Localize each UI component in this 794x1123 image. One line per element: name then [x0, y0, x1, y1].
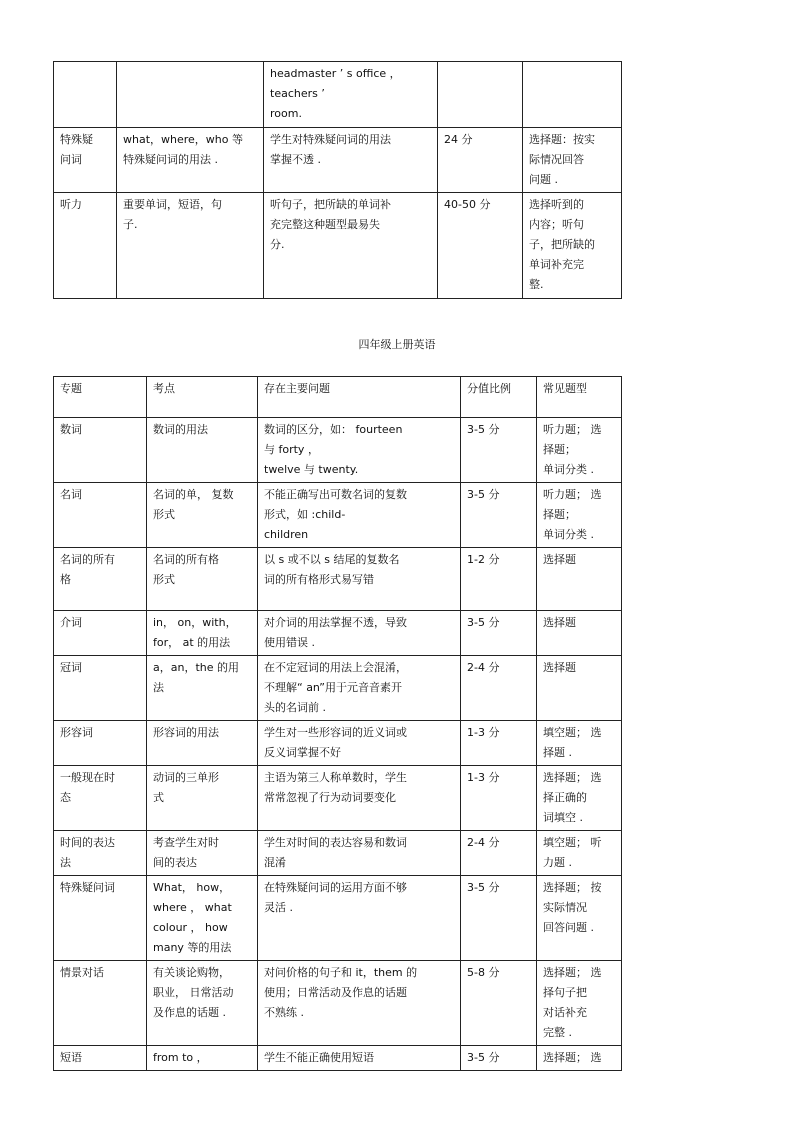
- cell-point: 名词的单， 复数 形式: [147, 483, 258, 548]
- cell-topic: 名词的所有 格: [54, 548, 147, 611]
- table-row: [54, 961, 622, 1046]
- cell-problem: 听句子，把所缺的单词补 充完整这种题型最易失 分.: [264, 193, 438, 299]
- cell-type: 选择题； 选 择句子把 对话补充 完整 .: [537, 961, 622, 1046]
- cell-point: [117, 62, 264, 128]
- cell-point: what，where，who 等 特殊疑问词的用法 .: [117, 128, 264, 193]
- cell-score: 40-50 分: [438, 193, 523, 299]
- header-point: 考点: [147, 377, 258, 418]
- cell-topic: 情景对话: [54, 961, 147, 1046]
- cell-type: 选择题； 选 择正确的 词填空 .: [537, 766, 622, 831]
- table-grade4: [53, 376, 622, 1071]
- cell-score: 24 分: [438, 128, 523, 193]
- cell-type: 选择题: [537, 611, 622, 656]
- cell-problem: headmaster ’ s office ， teachers ’ room.: [264, 62, 438, 128]
- cell-topic: 介词: [54, 611, 147, 656]
- table-row: [54, 128, 622, 193]
- cell-point: 重要单词，短语，句 子.: [117, 193, 264, 299]
- cell-problem: 数词的区分，如： fourteen 与 forty ， twelve 与 twenty.: [258, 418, 461, 483]
- cell-score: 1-2 分: [461, 548, 537, 611]
- cell-type: [523, 62, 622, 128]
- table-row: [54, 766, 622, 831]
- cell-score: 2-4 分: [461, 831, 537, 876]
- cell-point: 形容词的用法: [147, 721, 258, 766]
- cell-score: 1-3 分: [461, 721, 537, 766]
- cell-score: 5-8 分: [461, 961, 537, 1046]
- cell-topic: 形容词: [54, 721, 147, 766]
- cell-score: 3-5 分: [461, 418, 537, 483]
- cell-point: a，an，the 的用 法: [147, 656, 258, 721]
- header-problem: 存在主要问题: [258, 377, 461, 418]
- table-row: [54, 1046, 622, 1071]
- cell-type: 选择题：按实 际情况回答 问题 .: [523, 128, 622, 193]
- cell-topic: 特殊疑问词: [54, 876, 147, 961]
- cell-type: 选择题； 选: [537, 1046, 622, 1071]
- cell-point: in， on，with， for， at 的用法: [147, 611, 258, 656]
- cell-score: 3-5 分: [461, 611, 537, 656]
- cell-score: 2-4 分: [461, 656, 537, 721]
- header-score: 分值比例: [461, 377, 537, 418]
- cell-problem: 学生对特殊疑问词的用法 掌握不透 .: [264, 128, 438, 193]
- cell-problem: 不能正确写出可数名词的复数 形式，如 :child- children: [258, 483, 461, 548]
- cell-type: 选择题: [537, 548, 622, 611]
- cell-problem: 学生对一些形容词的近义词或 反义词掌握不好: [258, 721, 461, 766]
- cell-topic: 名词: [54, 483, 147, 548]
- cell-topic: 听力: [54, 193, 117, 299]
- cell-point: from to ，: [147, 1046, 258, 1071]
- cell-topic: 冠词: [54, 656, 147, 721]
- cell-topic: 一般现在时 态: [54, 766, 147, 831]
- table-row: [54, 483, 622, 548]
- cell-point: 动词的三单形 式: [147, 766, 258, 831]
- table-row: [54, 418, 622, 483]
- cell-problem: 对问价格的句子和 it，them 的 使用；日常活动及作息的话题 不熟练 .: [258, 961, 461, 1046]
- cell-problem: 在不定冠词的用法上会混淆， 不理解“ an”用于元音音素开 头的名词前 .: [258, 656, 461, 721]
- section-title: 四年级上册英语: [358, 338, 436, 351]
- cell-score: 1-3 分: [461, 766, 537, 831]
- table-row: [54, 876, 622, 961]
- cell-score: 3-5 分: [461, 876, 537, 961]
- header-topic: 专题: [54, 377, 147, 418]
- table-header-row: [54, 377, 622, 418]
- cell-problem: 对介词的用法掌握不透，导致 使用错误 .: [258, 611, 461, 656]
- cell-topic: 特殊疑 问词: [54, 128, 117, 193]
- cell-topic: 数词: [54, 418, 147, 483]
- cell-topic: 时间的表达 法: [54, 831, 147, 876]
- cell-score: [438, 62, 523, 128]
- cell-problem: 以 s 或不以 s 结尾的复数名 词的所有格形式易写错: [258, 548, 461, 611]
- cell-problem: 学生不能正确使用短语: [258, 1046, 461, 1071]
- cell-problem: 主语为第三人称单数时，学生 常常忽视了行为动词要变化: [258, 766, 461, 831]
- cell-type: 选择题； 按 实际情况 回答问题 .: [537, 876, 622, 961]
- cell-score: 3-5 分: [461, 483, 537, 548]
- table-row: [54, 62, 622, 128]
- cell-type: 选择听到的 内容；听句 子，把所缺的 单词补充完 整.: [523, 193, 622, 299]
- cell-topic: 短语: [54, 1046, 147, 1071]
- cell-point: 考查学生对时 间的表达: [147, 831, 258, 876]
- cell-point: What， how， where ， what colour ， how many 等的用法: [147, 876, 258, 961]
- cell-type: 听力题； 选 择题； 单词分类 .: [537, 483, 622, 548]
- cell-point: 数词的用法: [147, 418, 258, 483]
- cell-point: 有关谈论购物， 职业， 日常活动 及作息的话题 .: [147, 961, 258, 1046]
- table-continued: [53, 61, 622, 299]
- table-row: [54, 548, 622, 611]
- cell-type: 填空题； 听 力题 .: [537, 831, 622, 876]
- cell-problem: 学生对时间的表达容易和数词 混淆: [258, 831, 461, 876]
- cell-type: 听力题； 选 择题； 单词分类 .: [537, 418, 622, 483]
- table-row: [54, 656, 622, 721]
- table-row: [54, 721, 622, 766]
- table-row: [54, 193, 622, 299]
- header-type: 常见题型: [537, 377, 622, 418]
- cell-type: 选择题: [537, 656, 622, 721]
- cell-point: 名词的所有格 形式: [147, 548, 258, 611]
- cell-problem: 在特殊疑问词的运用方面不够 灵活 .: [258, 876, 461, 961]
- cell-type: 填空题； 选 择题 .: [537, 721, 622, 766]
- table-row: [54, 831, 622, 876]
- cell-topic: [54, 62, 117, 128]
- table-row: [54, 611, 622, 656]
- cell-score: 3-5 分: [461, 1046, 537, 1071]
